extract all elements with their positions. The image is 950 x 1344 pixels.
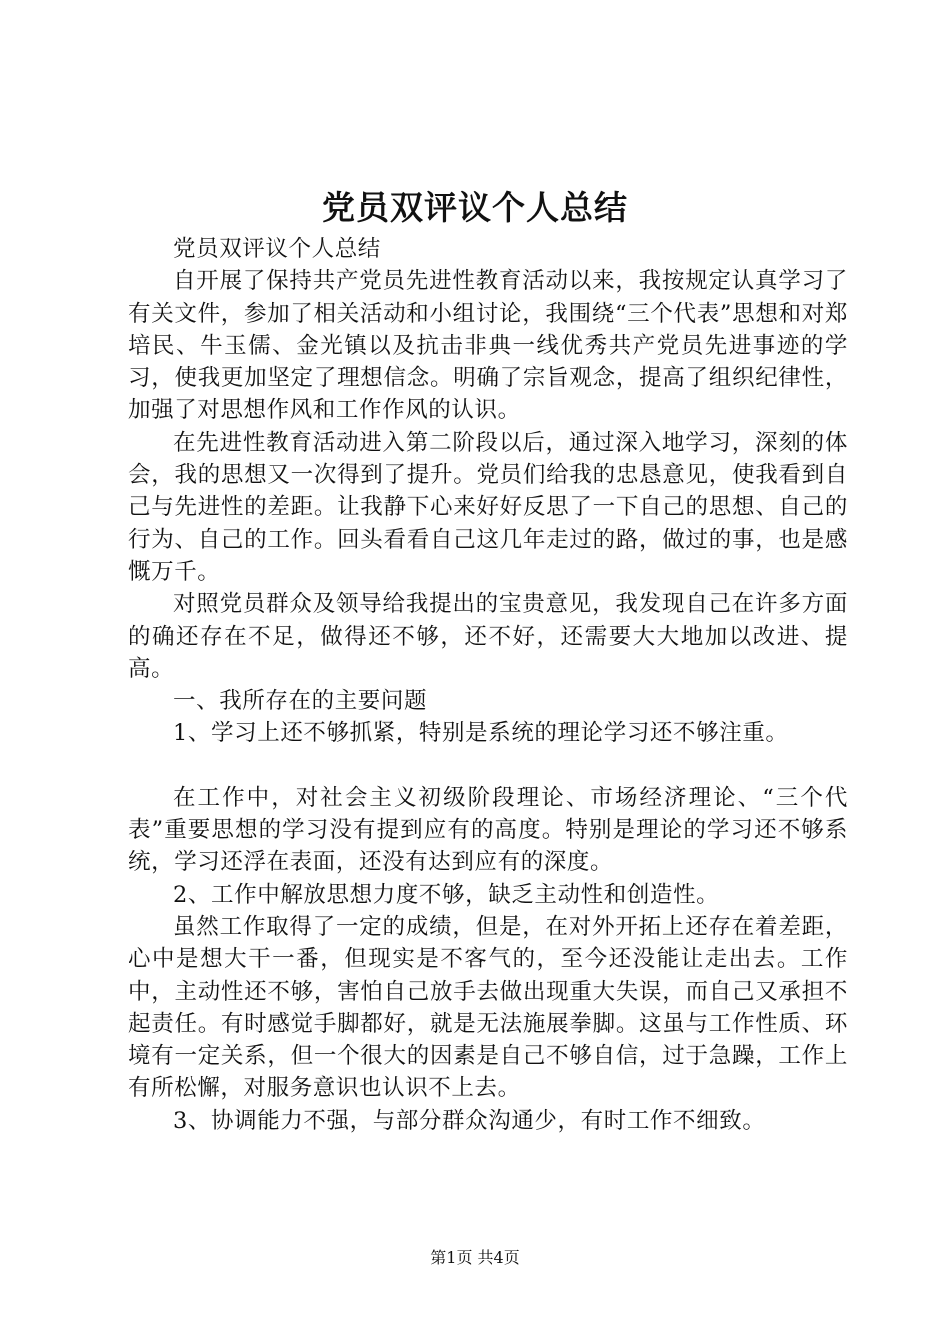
document-title: 党员双评议个人总结 [322, 188, 628, 227]
blank-line [128, 750, 848, 782]
paragraph: 自开展了保持共产党员先进性教育活动以来，我按规定认真学习了有关文件，参加了相关活动和小组讨论，我围绕“三个代表”思想和对郑培民、牛玉儒、金光镇以及抗击非典一线优秀共产党员先进事迹的学习，使我更加坚定了理想信念。明确了宗旨观念，提高了组织纪律性，加强了对思想作风和工作作风的认识。 [128, 268, 848, 424]
paragraph: 在工作中，对社会主义初级阶段理论、市场经济理论、“三个代表”重要思想的学习没有提到应有的高度。特别是理论的学习还不够系统，学习还浮在表面，还没有达到应有的深度。 [128, 784, 848, 876]
paragraph: 对照党员群众及领导给我提出的宝贵意见，我发现自己在许多方面的确还存在不足，做得还不够，还不好，还需要大大地加以改进、提高。 [128, 591, 848, 682]
section-heading: 一、我所存在的主要问题 [173, 688, 428, 715]
page-number-footer: 第1页 共4页 [430, 1248, 520, 1267]
document-body [128, 233, 848, 1137]
paragraph: 在先进性教育活动进入第二阶段以后，通过深入地学习，深刻的体会，我的思想又一次得到了提升。党员们给我的忠恳意见，使我看到自己与先进性的差距。让我静下心来好好反思了一下自己的思想、自己的行为、自己的工作。回头看看自己这几年走过的路，做过的事，也是感慨万千。 [128, 429, 848, 585]
list-item-heading: 2、工作中解放思想力度不够，缺乏主动性和创造性。 [173, 881, 720, 908]
paragraph-subtitle: 党员双评议个人总结 [173, 236, 381, 262]
list-item-heading: 1、学习上还不够抓紧，特别是系统的理论学习还不够注重。 [173, 720, 789, 747]
paragraph: 虽然工作取得了一定的成绩，但是，在对外开拓上还存在着差距，心中是想大干一番，但现实是不客气的，至今还没能让走出去。工作中，主动性还不够，害怕自己放手去做出现重大失误，而自己又承担不起责任。有时感觉手脚都好，就是无法施展拳脚。这虽与工作性质、环境有一定关系，但一个很大的因素是自己不够自信，过于急躁，工作上有所松懈，对服务意识也认识不上去。 [128, 913, 848, 1102]
list-item-heading: 3、协调能力不强，与部分群众沟通少，有时工作不细致。 [173, 1107, 766, 1134]
